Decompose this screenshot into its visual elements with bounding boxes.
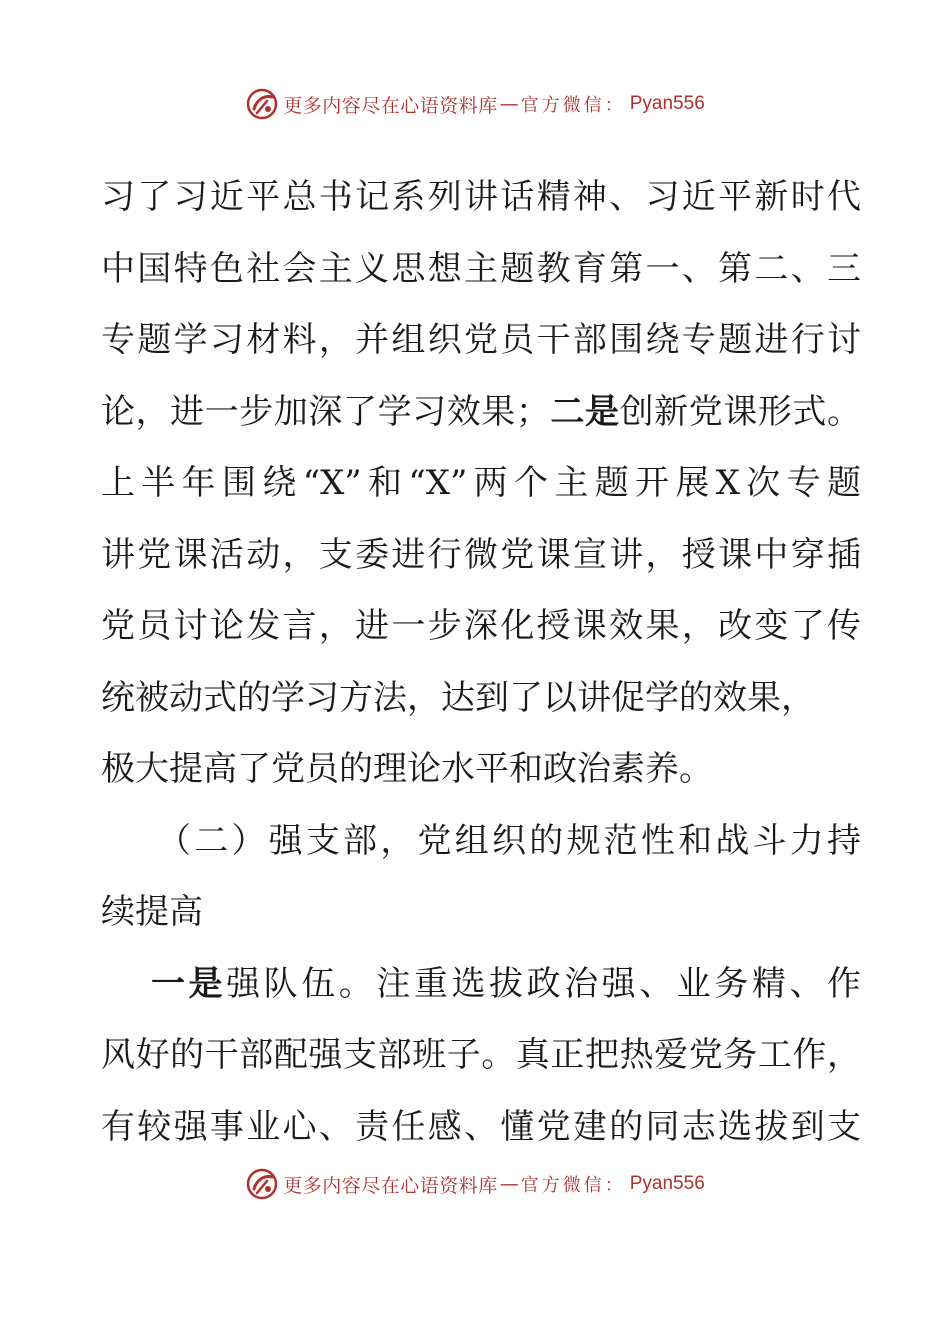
banner-dash: — [499,93,519,115]
emphasis-yi-shi: 一是 [151,963,227,1004]
section-heading-line-2: 续提高 [101,892,203,932]
banner-wechat-id: Pyan556 [629,93,705,114]
logo-icon [245,87,279,121]
body-line-4-head: 论，进一步加深了学习效果； [101,391,550,432]
banner-wechat-label: 官方微信： [520,95,626,116]
body-line-2: 中国特色社会主义思想主题教育第一、第二、三 [101,248,861,289]
body-line-7: 党员讨论发言，进一步深化授课效果，改变了传 [101,606,861,646]
banner-wechat-label: 官方微信： [520,1175,626,1196]
body-line-1: 习了习近平总书记系列讲话精神、习近平新时代 [101,177,861,217]
banner-wechat-id: Pyan556 [629,1173,705,1194]
logo-icon [245,1167,279,1201]
header-banner [0,84,950,124]
body-line-9: 极大提高了党员的理论水平和政治素养。 [101,749,713,789]
body-line-8: 统被动式的学习方法，达到了以讲促学的效果， [101,677,815,718]
document-body [101,162,861,1163]
footer-banner [0,1164,950,1204]
body-line-14: 有较强事业心、责任感、懂党建的同志选拔到支 [101,1106,861,1147]
section-heading-line-1: （二）强支部，党组织的规范性和战斗力持 [157,820,861,861]
banner-site-text: 更多内容尽在心语资料库 [283,1174,498,1197]
body-line-6: 讲党课活动，支委进行微党课宣讲，授课中穿插 [101,534,861,575]
emphasis-er-shi: 二是 [549,391,620,432]
banner-site-text: 更多内容尽在心语资料库 [283,94,498,117]
body-line-4 [101,377,861,449]
body-line-4-tail: 创新党课形式。 [619,391,862,432]
body-line-13: 风好的干部配强支部班子。真正把热爱党务工作， [101,1035,861,1075]
body-line-5: 上半年围绕“X”和“X”两个主题开展X次专题 [101,463,861,503]
body-line-3: 专题学习材料，并组织党员干部围绕专题进行讨 [101,320,861,360]
body-line-12 [101,949,861,1021]
body-line-12-tail: 强队伍。注重选拔政治强、业务精、作 [226,963,862,1004]
banner-dash: — [499,1173,519,1195]
